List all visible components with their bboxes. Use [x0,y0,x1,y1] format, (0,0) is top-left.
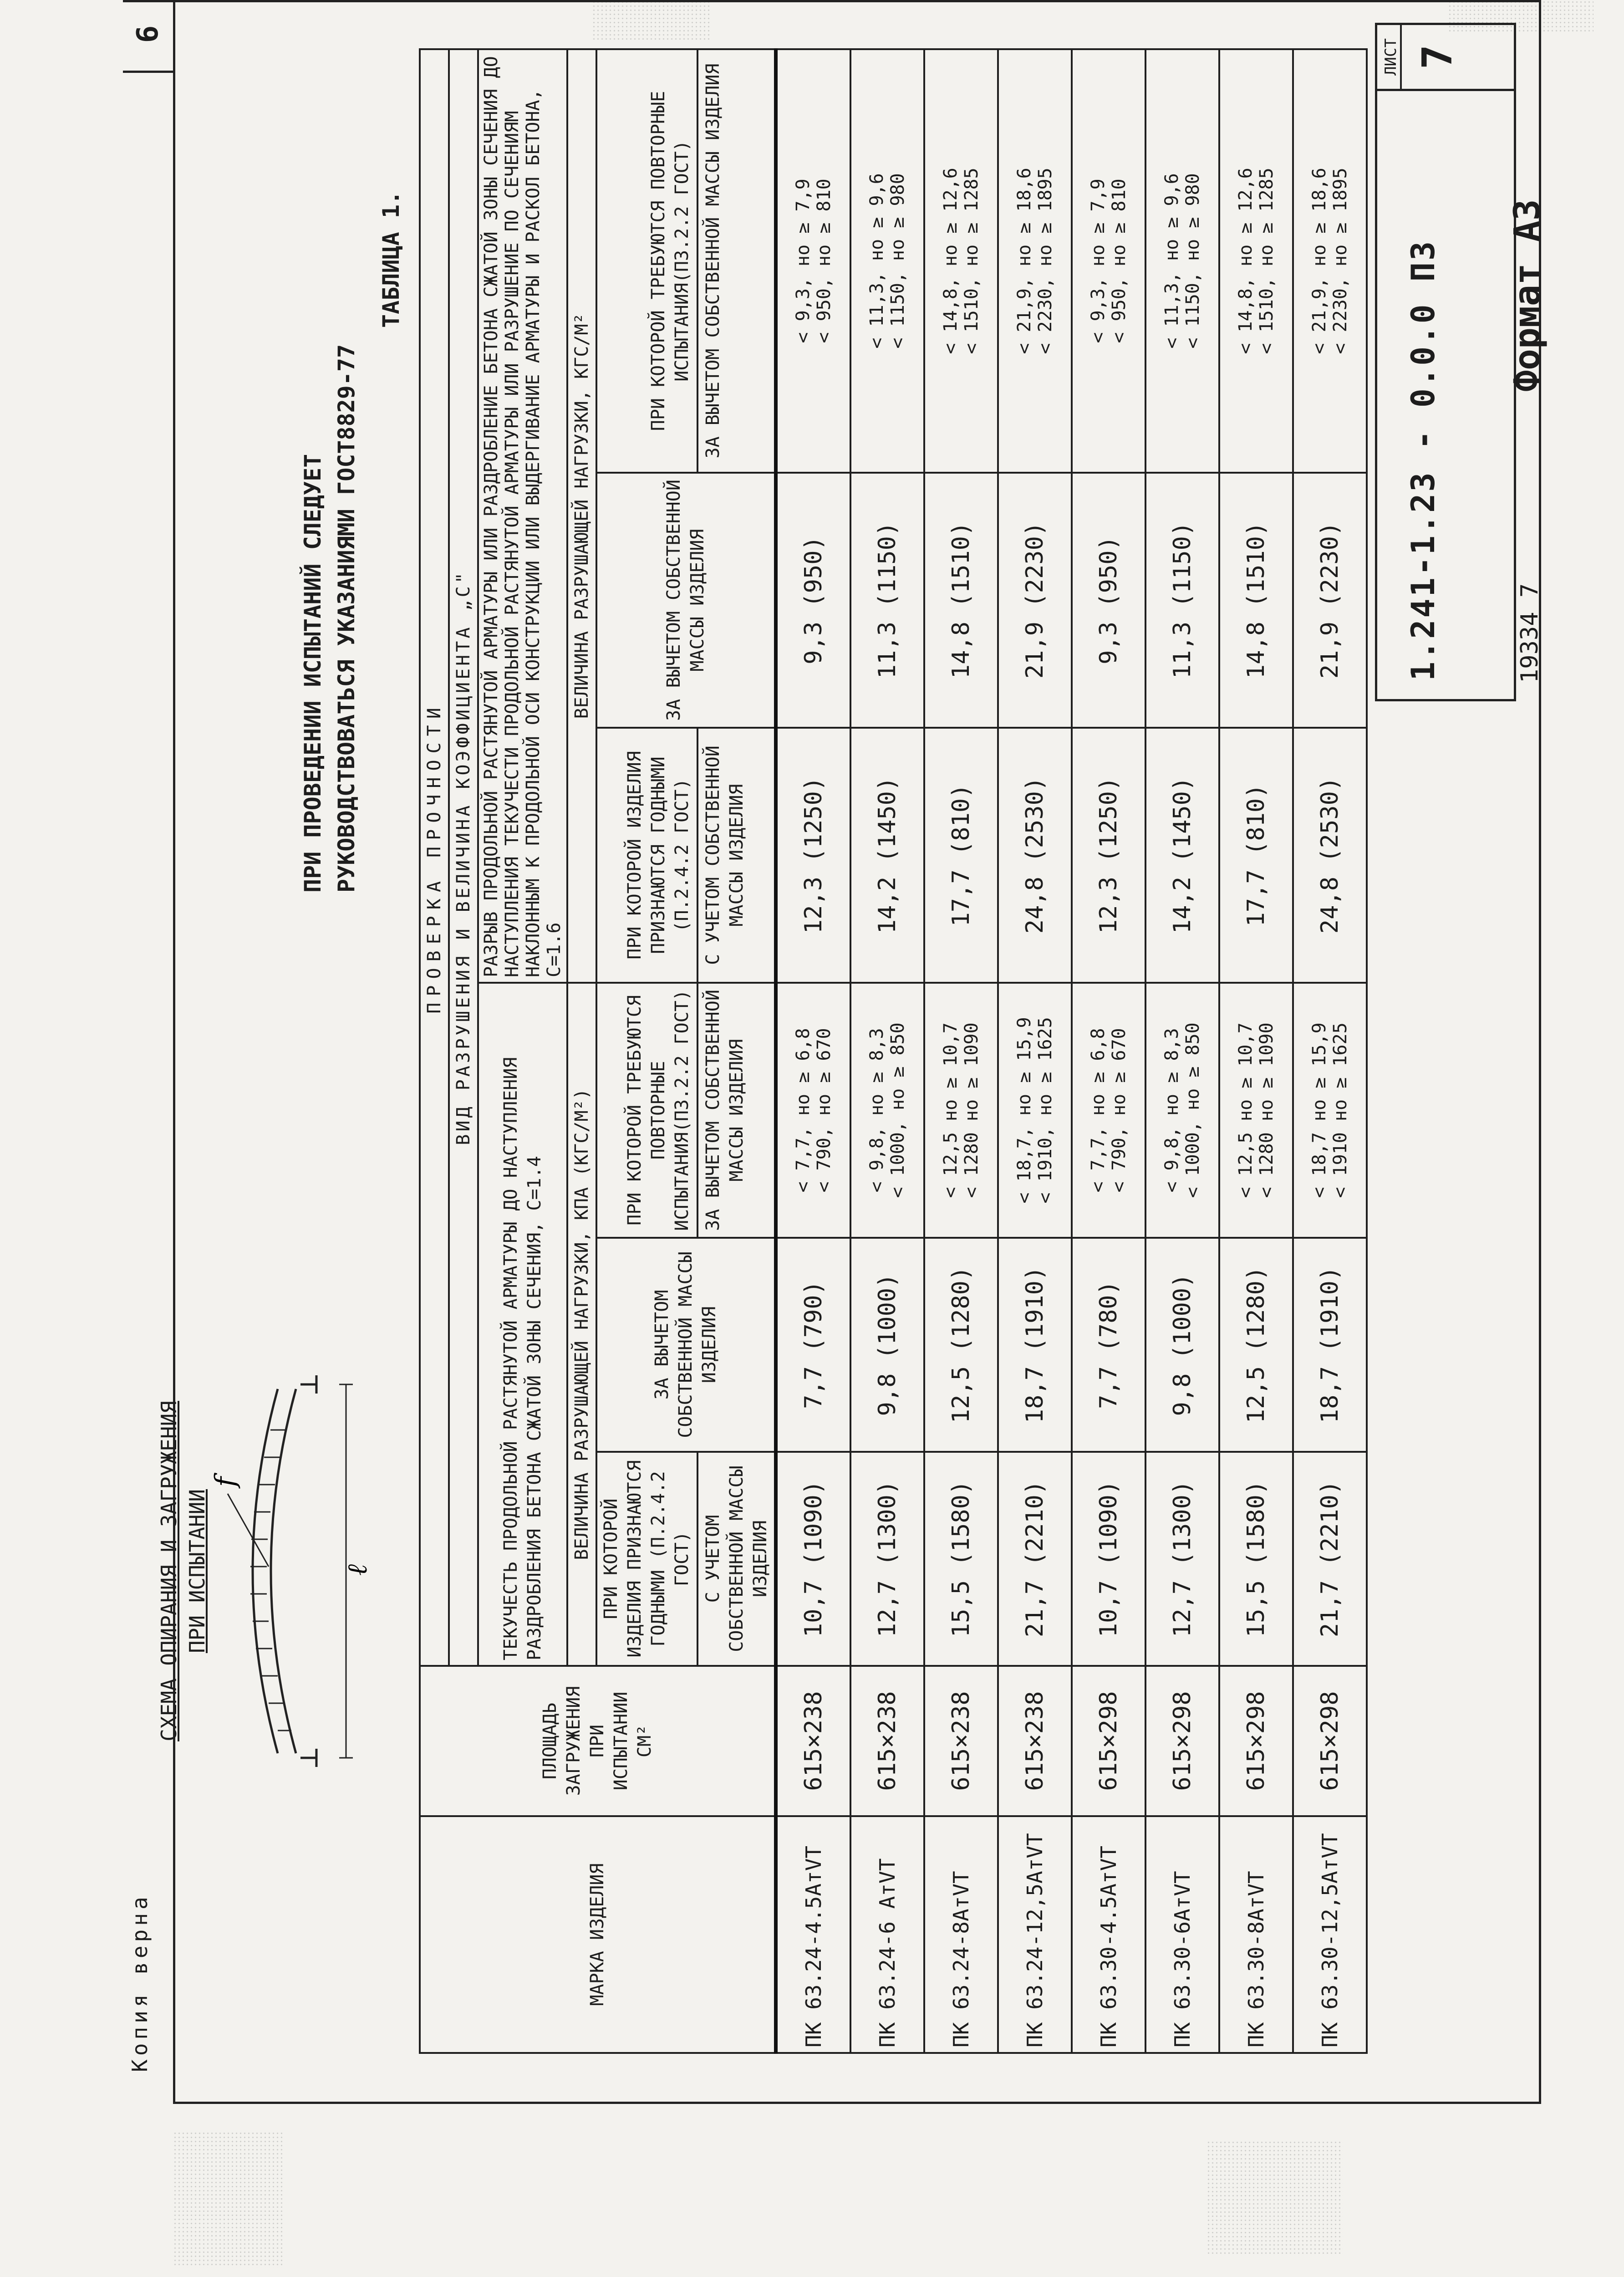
g1-repeat-value-line: < 7,7, но ≥ 6,8 [793,1028,814,1193]
table-row [1072,49,1145,2053]
g1-without-mass-value: 9,8 (1000) [850,1238,924,1452]
header-g1-accepted: ПРИ КОТОРОЙ ИЗДЕЛИЯ ПРИЗНАЮТСЯ ГОДНЫМИ (П.2.4.2 ГОСТ) [601,1460,692,1658]
header-g2-repeat-mass: ЗА ВЫЧЕТОМ СОБСТВЕННОЙ МАССЫ ИЗДЕЛИЯ [703,63,723,459]
header-mark: МАРКА ИЗДЕЛИЯ [420,1816,776,2053]
g2-without-mass-value: 21,9 (2230) [1293,473,1367,728]
header-g1-with-mass [596,1452,776,1666]
g1-repeat-value-line: < 790, но ≥ 670 [814,1028,835,1193]
document-code: 1.241-1.23 - 0.0.0 ПЗ [1405,239,1442,681]
header-kind: ВИД РАЗРУШЕНИЯ И ВЕЛИЧИНА КОЭФФИЦИЕНТА „С" [449,49,478,1666]
g1-repeat-value-line: < 18,7, но ≥ 15,9 [1014,1017,1035,1204]
sheet-number-box [1377,25,1514,91]
g1-repeat-value [924,983,998,1238]
header-g1-with-mass-text: С УЧЕТОМ СОБСТВЕННОЙ МАССЫ ИЗДЕЛИЯ [703,1465,771,1652]
note-line1: ПРИ ПРОВЕДЕНИИ ИСПЫТАНИЙ СЛЕДУЕТ [300,454,326,893]
header-area-line3: ПРИ [587,1724,608,1758]
testing-note [296,27,363,893]
g2-repeat-value-line: < 21,9, но ≥ 18,6 [1014,168,1035,354]
loading-area: 615×238 [998,1666,1072,1816]
g2-repeat-value [850,49,924,473]
product-mark: ПК 63.30-12,5АтVТ [1293,1816,1367,2053]
g1-repeat-value-line: < 7,7, но ≥ 6,8 [1088,1028,1109,1193]
product-mark: ПК 63.30-6АтVТ [1145,1816,1219,2053]
g1-with-mass-value: 15,5 (1580) [1219,1452,1293,1666]
g2-repeat-value [776,49,850,473]
g1-with-mass-value: 21,7 (2210) [1293,1452,1367,1666]
loading-area: 615×298 [1145,1666,1219,1816]
g2-with-mass-value: 12,3 (1250) [1072,728,1145,983]
g1-repeat-value-line: < 12,5 но ≥ 10,7 [940,1022,961,1198]
g1-repeat-value-line: < 1000, но ≥ 850 [1182,1022,1203,1198]
product-mark: ПК 63.24-4.5АтVТ [776,1816,850,2053]
g1-with-mass-value: 12,7 (1300) [850,1452,924,1666]
g2-repeat-value-line: < 14,8, но ≥ 12,6 [1235,168,1256,354]
g2-repeat-value [1072,49,1145,473]
loading-area: 615×298 [1072,1666,1145,1816]
g2-repeat-value-line: < 11,3, но ≥ 9,6 [866,173,887,349]
g2-repeat-value-line: < 1150, но ≥ 980 [1182,173,1203,349]
g1-repeat-value [1145,983,1219,1238]
header-area [420,1666,776,1816]
g1-repeat-value-line: < 790, но ≥ 670 [1109,1028,1130,1193]
product-mark: ПК 63.24-8АтVТ [924,1816,998,2053]
g1-repeat-value [850,983,924,1238]
g2-with-mass-value: 24,8 (2530) [998,728,1072,983]
g2-repeat-value-line: < 14,8, но ≥ 12,6 [940,168,961,354]
g2-repeat-value [998,49,1072,473]
scan-noise-bottom [173,2131,282,2268]
g1-repeat-value [1072,983,1145,1238]
g2-repeat-value-line: < 9,3, но ≥ 7,9 [793,179,814,343]
g1-repeat-value-line: < 18,7 но ≥ 15,9 [1309,1022,1330,1198]
product-mark: ПК 63.24-6 АтVТ [850,1816,924,2053]
g2-repeat-value-line: < 1510, но ≥ 1285 [961,168,982,354]
frame-left-line [173,2102,1539,2104]
product-mark: ПК 63.30-4.5АтVТ [1072,1816,1145,2053]
g2-with-mass-value: 14,2 (1450) [1145,728,1219,983]
header-group2-load: ВЕЛИЧИНА РАЗРУШАЮЩЕЙ НАГРУЗКИ, КГС/М² [567,49,596,983]
note-line2: РУКОВОДСТВОВАТЬСЯ УКАЗАНИЯМИ ГОСТ8829-77 [333,344,360,893]
table-row [924,49,998,2053]
g2-without-mass-value: 9,3 (950) [1072,473,1145,728]
span-label-l: ℓ [341,1564,373,1576]
g2-without-mass-value: 14,8 (1510) [1219,473,1293,728]
loading-area: 615×298 [1219,1666,1293,1816]
g2-without-mass-value: 21,9 (2230) [998,473,1072,728]
g1-repeat-value-line: < 1280 но ≥ 1090 [1256,1022,1277,1198]
header-g1-repeat [596,983,776,1238]
g2-without-mass-value: 11,3 (1150) [850,473,924,728]
table-row [776,49,850,2053]
g2-with-mass-value: 12,3 (1250) [776,728,850,983]
deflection-label-f: f [209,1476,241,1487]
table-row [1145,49,1219,2053]
g2-with-mass-value: 17,7 (810) [924,728,998,983]
paper-format: Формат А3 [1507,199,1548,392]
beam-lower-curve [271,1389,296,1753]
page-number-corner: 6 [123,0,175,73]
g1-without-mass-value: 7,7 (780) [1072,1238,1145,1452]
g2-repeat-value-line: < 950, но ≥ 810 [814,179,835,343]
scan-noise-bottom2 [1207,2140,1343,2254]
scheme-title [155,1321,211,1822]
deflection-leader [228,1494,269,1567]
g2-repeat-value [1219,49,1293,473]
table-row [850,49,924,2053]
g1-repeat-value-line: < 1000, но ≥ 850 [887,1022,908,1198]
scheme-title-line1: СХЕМА ОПИРАНИЯ И ЗАГРУЖЕНИЯ [157,1401,181,1741]
loading-area: 615×238 [776,1666,850,1816]
sheet-label: ЛИСТ [1382,25,1402,89]
scheme-title-line2: ПРИ ИСПЫТАНИИ [185,1489,209,1654]
g1-repeat-value-line: < 1910 но ≥ 1625 [1330,1022,1351,1198]
g1-repeat-value-line: < 12,5 но ≥ 10,7 [1235,1022,1256,1198]
g1-repeat-value [998,983,1072,1238]
g1-without-mass-value: 9,8 (1000) [1145,1238,1219,1452]
g1-with-mass-value: 10,7 (1090) [776,1452,850,1666]
header-area-line1: ПЛОЩАДЬ [540,1702,560,1780]
header-g2-repeat-text: ПРИ КОТОРОЙ ТРЕБУЮТСЯ ПОВТОРНЫЕ ИСПЫТАНИЯ(П3.2.2 ГОСТ) [648,91,692,431]
g1-repeat-value [776,983,850,1238]
g2-without-mass-value: 9,3 (950) [776,473,850,728]
g2-with-mass-value: 14,2 (1450) [850,728,924,983]
g2-repeat-value-line: < 950, но ≥ 810 [1109,179,1130,343]
sheet-number: 7 [1414,44,1461,70]
loading-area: 615×238 [850,1666,924,1816]
frame-right-line [123,0,1539,2]
g1-without-mass-value: 12,5 (1280) [924,1238,998,1452]
title-block [1375,23,1516,701]
g2-repeat-value-line: < 1150, но ≥ 980 [887,173,908,349]
g2-without-mass-value: 14,8 (1510) [924,473,998,728]
header-group1-load: ВЕЛИЧИНА РАЗРУШАЮЩЕЙ НАГРУЗКИ, КПА (КГС/М²) [567,983,596,1666]
header-check: ПРОВЕРКА ПРОЧНОСТИ [420,49,449,1666]
beam-diagram [209,1321,382,1822]
table-label: ТАБЛИЦА 1. [378,190,404,328]
g1-repeat-value-line: < 1280 но ≥ 1090 [961,1022,982,1198]
loading-area: 615×298 [1293,1666,1367,1816]
g1-with-mass-value: 12,7 (1300) [1145,1452,1219,1666]
copy-certified-stamp: Копия верна [127,1893,152,2072]
g1-with-mass-value: 15,5 (1580) [924,1452,998,1666]
header-group1-desc: ТЕКУЧЕСТЬ ПРОДОЛЬНОЙ РАСТЯНУТОЙ АРМАТУРЫ ДО НАСТУПЛЕНИЯ РАЗДРОБЛЕНИЯ БЕТОНА СЖАТОЙ ЗОНЫ СЕЧЕНИЯ, С=1.4 [478,983,567,1666]
loading-area: 615×238 [924,1666,998,1816]
header-g2-with-mass [596,728,776,983]
header-group2-desc: РАЗРЫВ ПРОДОЛЬНОЙ РАСТЯНУТОЙ АРМАТУРЫ ИЛИ РАЗДРОБЛЕНИЕ БЕТОНА СЖАТОЙ ЗОНЫ СЕЧЕНИЯ ДО НАСТУПЛЕНИЯ ТЕКУЧЕСТИ ПРОДОЛЬНОЙ РАСТЯНУТОЙ АРМАТУРЫ ИЛИ РАЗРУШЕНИЕ ПО СЕЧЕНИЯМ НАКЛОННЫМ К ПРОДОЛЬНОЙ ОСИ КОНСТРУКЦИИ ИЛИ ВЫДЕРГИВАНИЕ АРМАТУРЫ И РАСКОЛ БЕТОНА, С=1.6 [478,49,567,983]
g2-with-mass-value: 17,7 (810) [1219,728,1293,983]
g2-without-mass-value: 11,3 (1150) [1145,473,1219,728]
header-g2-accepted: ПРИ КОТОРОЙ ИЗДЕЛИЯ ПРИЗНАЮТСЯ ГОДНЫМИ (П.2.4.2 ГОСТ) [624,751,692,960]
g1-without-mass-value: 18,7 (1910) [1293,1238,1367,1452]
loading-scheme [155,1321,392,1822]
g2-repeat-value-line: < 11,3, но ≥ 9,6 [1161,173,1182,349]
g2-with-mass-value: 24,8 (2530) [1293,728,1367,983]
header-g2-without-mass: ЗА ВЫЧЕТОМ СОБСТВЕННОЙ МАССЫ ИЗДЕЛИЯ [596,473,776,728]
g2-repeat-value [1145,49,1219,473]
g1-repeat-value [1293,983,1367,1238]
strength-check-table [419,48,1368,2054]
g1-repeat-value [1219,983,1293,1238]
g2-repeat-value-line: < 1510, но ≥ 1285 [1256,168,1277,354]
g1-without-mass-value: 18,7 (1910) [998,1238,1072,1452]
g1-repeat-value-line: < 9,8, но ≥ 8,3 [866,1028,887,1193]
g1-with-mass-value: 21,7 (2210) [998,1452,1072,1666]
table-body [776,49,1367,2053]
g2-repeat-value-line: < 9,3, но ≥ 7,9 [1088,179,1109,343]
g2-repeat-value [1293,49,1367,473]
g2-repeat-value-line: < 2230, но ≥ 1895 [1330,168,1351,354]
product-mark: ПК 63.30-8АтVТ [1219,1816,1293,2053]
header-g1-repeat-mass: ЗА ВЫЧЕТОМ СОБСТВЕННОЙ МАССЫ ИЗДЕЛИЯ [703,990,747,1231]
g1-with-mass-value: 10,7 (1090) [1072,1452,1145,1666]
table-row [998,49,1072,2053]
g2-repeat-value-line: < 21,9, но ≥ 18,6 [1309,168,1330,354]
header-g2-repeat [596,49,776,473]
g1-repeat-value-line: < 1910, но ≥ 1625 [1035,1017,1056,1204]
table-row [1293,49,1367,2053]
drawing-sheet [123,0,1571,2104]
header-g1-repeat-text: ПРИ КОТОРОЙ ТРЕБУЮТСЯ ПОВТОРНЫЕ ИСПЫТАНИЯ(П3.2.2 ГОСТ) [624,990,692,1231]
beam-upper-curve [253,1389,278,1753]
g1-without-mass-value: 7,7 (790) [776,1238,850,1452]
g1-repeat-value-line: < 9,8, но ≥ 8,3 [1161,1028,1182,1193]
header-area-line2: ЗАГРУЖЕНИЯ [563,1686,584,1796]
supports [300,1375,316,1767]
header-g1-without-mass: ЗА ВЫЧЕТОМ СОБСТВЕННОЙ МАССЫ ИЗДЕЛИЯ [596,1238,776,1452]
header-area-line5: СМ² [634,1724,655,1758]
inventory-number: 19334 7 [1516,583,1543,683]
g1-without-mass-value: 12,5 (1280) [1219,1238,1293,1452]
table-row [1219,49,1293,2053]
product-mark: ПК 63.24-12,5АтVТ [998,1816,1072,2053]
g2-repeat-value-line: < 2230, но ≥ 1895 [1035,168,1056,354]
header-area-line4: ИСПЫТАНИИ [611,1691,631,1791]
header-g2-with-mass-text: С УЧЕТОМ СОБСТВЕННОЙ МАССЫ ИЗДЕЛИЯ [703,745,747,965]
g2-repeat-value [924,49,998,473]
